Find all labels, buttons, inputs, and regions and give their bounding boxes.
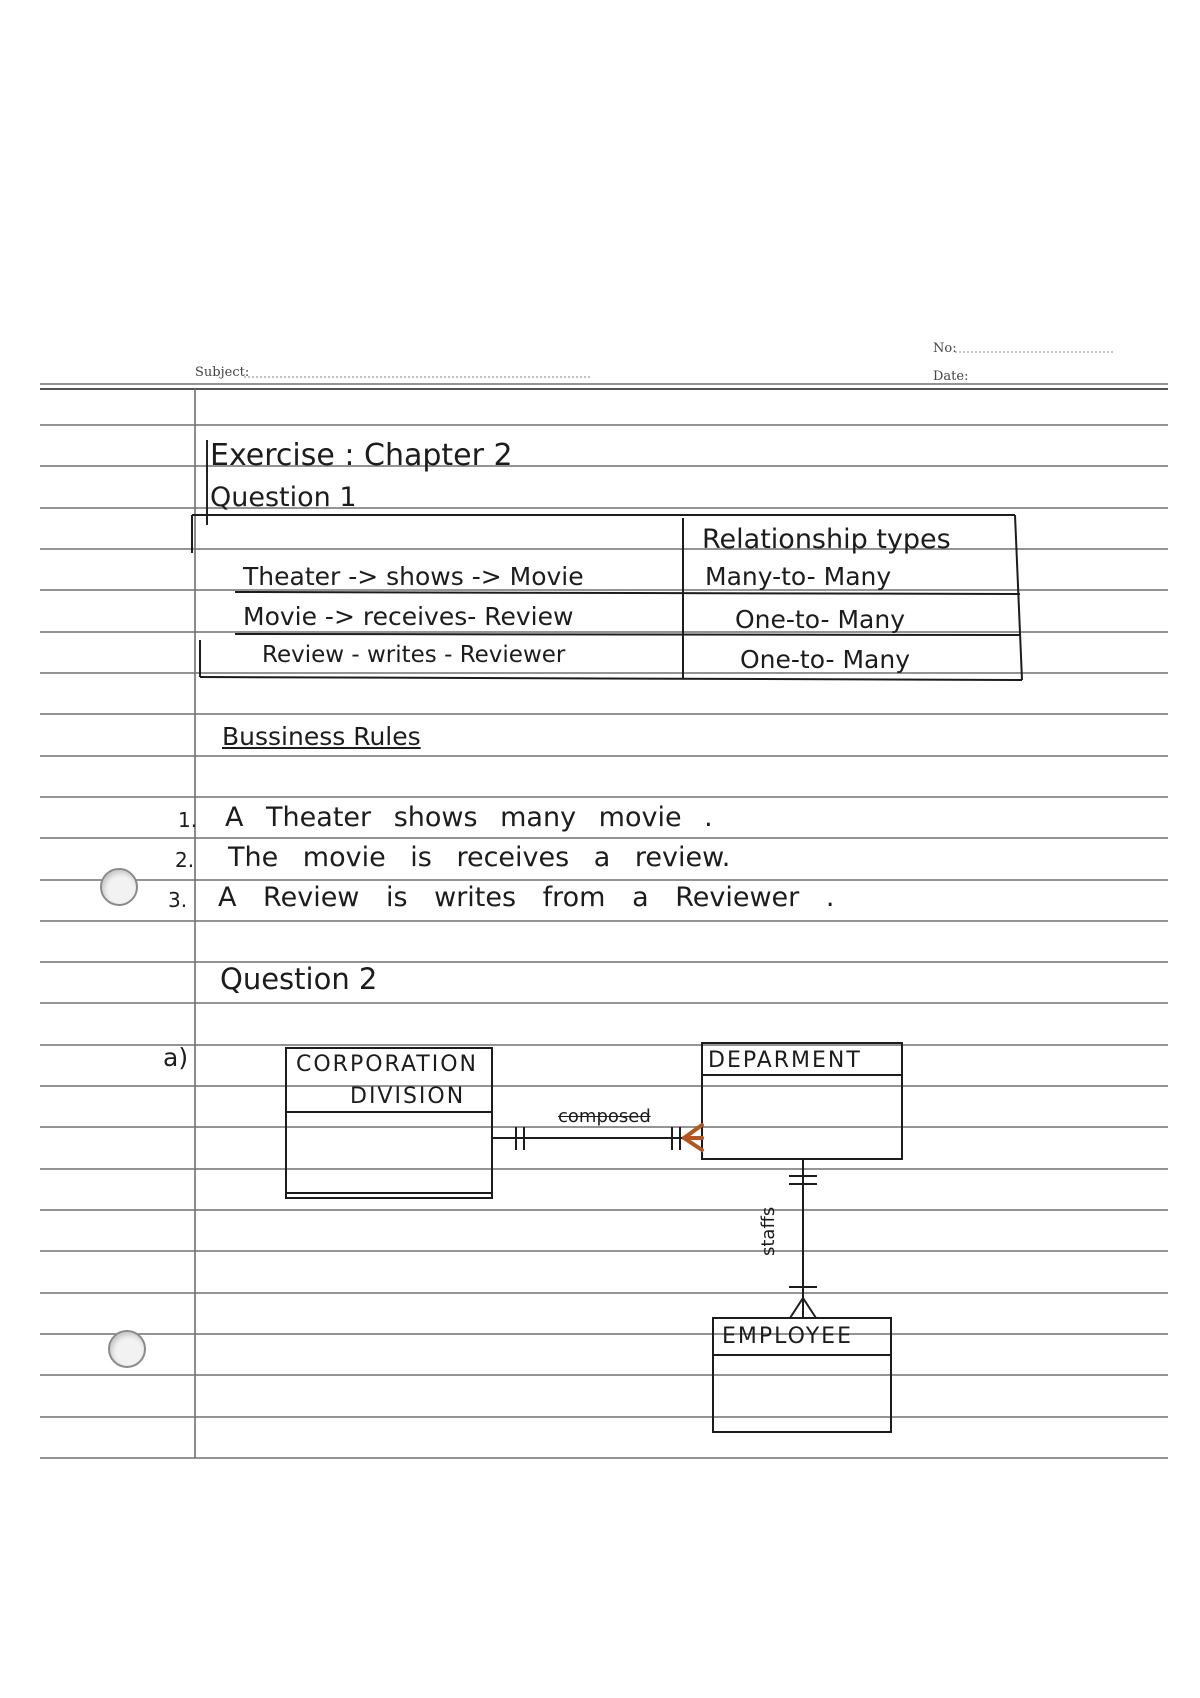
- business-rules-heading: Bussiness Rules: [222, 722, 421, 751]
- rule-2-text: The movie is receives a review.: [228, 842, 731, 873]
- table-row-3-type: One-to- Many: [740, 645, 910, 674]
- table-row-2-relation: Movie -> receives- Review: [243, 602, 574, 631]
- entity-corporation-line1: CORPORATION: [296, 1052, 478, 1077]
- page-title: Exercise : Chapter 2: [210, 438, 513, 473]
- rule-3-number: 3.: [168, 888, 188, 912]
- rule-3-text: A Review is writes from a Reviewer .: [218, 882, 835, 913]
- relationship-staffs-label: staffs: [758, 1206, 779, 1256]
- question-1-label: Question 1: [210, 482, 357, 513]
- entity-department-label: DEPARMENT: [708, 1048, 862, 1073]
- table-row-3-relation: Review - writes - Reviewer: [262, 642, 566, 668]
- date-label: Date:: [933, 369, 969, 384]
- table-row-1-relation: Theater -> shows -> Movie: [243, 562, 584, 591]
- rule-1-text: A Theater shows many movie .: [225, 802, 713, 833]
- no-label: No:: [933, 341, 957, 356]
- rule-2-number: 2.: [175, 848, 195, 872]
- table-row-2-type: One-to- Many: [735, 605, 905, 634]
- entity-corporation-line2: DIVISION: [350, 1084, 466, 1109]
- part-a-label: a): [163, 1043, 189, 1072]
- table-header-relationship-types: Relationship types: [702, 524, 951, 555]
- relationship-composed-label: composed: [558, 1106, 651, 1127]
- subject-label: Subject:: [195, 365, 250, 380]
- rule-1-number: 1.: [178, 808, 198, 832]
- question-2-label: Question 2: [220, 962, 378, 996]
- entity-employee-label: EMPLOYEE: [722, 1324, 853, 1349]
- table-row-1-type: Many-to- Many: [705, 562, 892, 591]
